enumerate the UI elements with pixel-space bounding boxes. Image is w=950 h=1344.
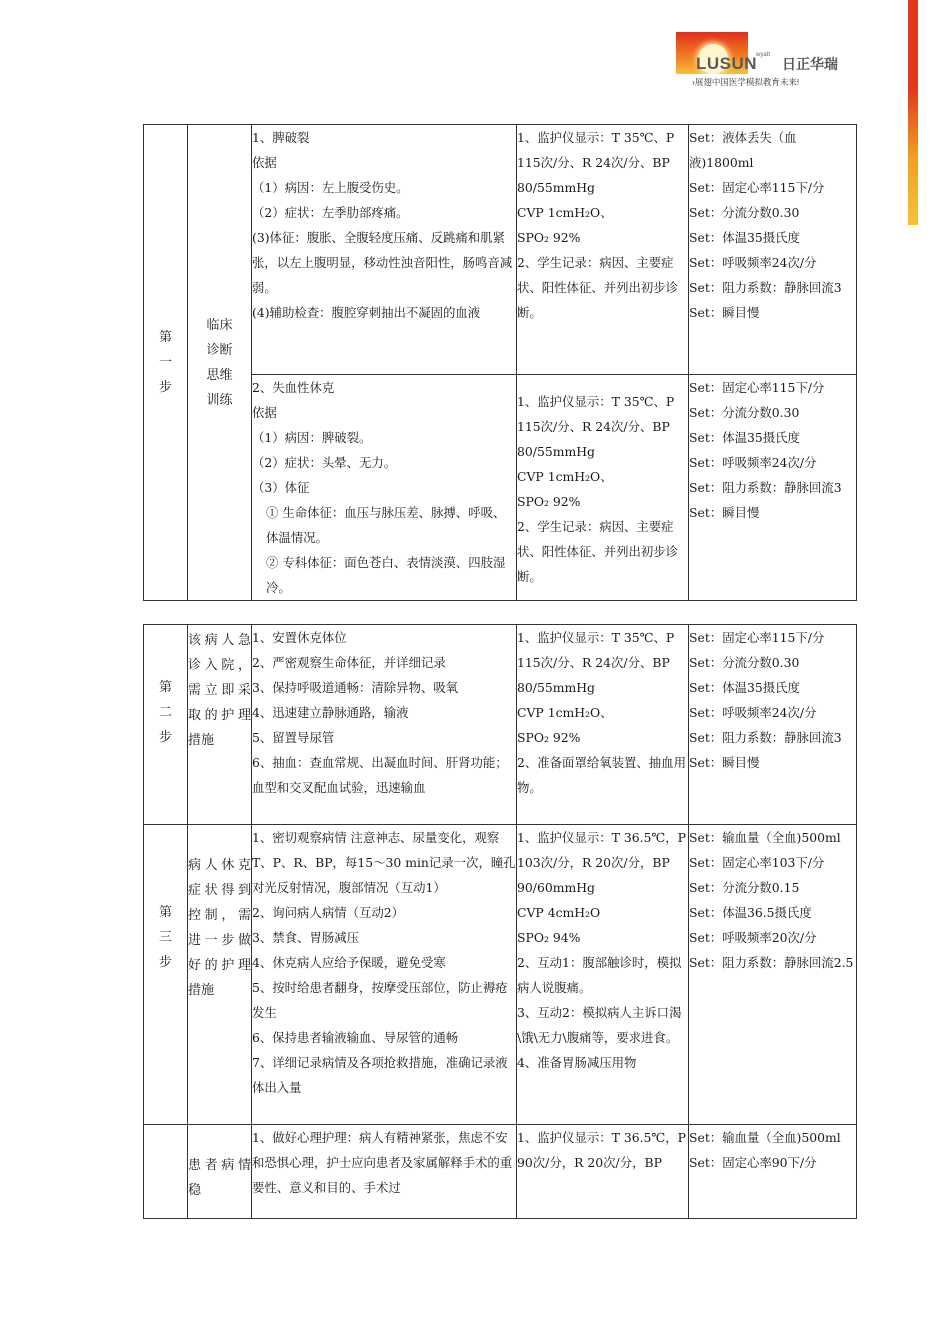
steps-table [143, 624, 857, 1219]
measures-cell: 1、做好心理护理：病人有精神紧张，焦虑不安和恐惧心理，护士应向患者及家属解释手术的重要性、意义和目的、手术过 [252, 1125, 517, 1219]
orange-side-bar [908, 0, 918, 225]
monitor-cell: 1、监护仪显示：T 35℃、P 115次/分、R 24次/分、BP 80/55mmHg CVP 1cmH₂O、 SPO₂ 92% 2、学生记录：病因、主要症状、阳性体征、并列出初步诊断。 [517, 125, 689, 375]
monitor-cell: 1、监护仪显示：T 36.5℃，P 103次/分，R 20次/分，BP 90/60mmHg CVP 4cmH₂O SPO₂ 94% 2、互动1：腹部触诊时，模拟病人说腹痛。 3、互动2：模拟病人主诉口渴\饿\无力\腹痛等，要求进食。 4、准备胃肠减压用物 [517, 825, 689, 1125]
settings-cell: Set：输血量（全血)500ml Set：固定心率103下/分 Set：分流分数0.15 Set：体温36.5摄氏度 Set：呼吸频率20次/分 Set：阻力系数：静脉回流2.5 [689, 825, 857, 1125]
step1-table [143, 124, 857, 601]
monitor-cell: 1、监护仪显示：T 35℃、P 115次/分、R 24次/分、BP 80/55mmHg CVP 1cmH₂O、 SPO₂ 92% 2、准备面罩给氧装置、抽血用物。 [517, 625, 689, 825]
table-row [144, 125, 857, 375]
settings-cell: Set：液体丢失（血液)1800ml Set：固定心率115下/分 Set：分流分数0.30 Set：体温35摄氏度 Set：呼吸频率24次/分 Set：阻力系数：静脉回流3 Set：瞬目慢 [689, 125, 857, 375]
settings-cell: Set：输血量（全血)500ml Set：固定心率90下/分 [689, 1125, 857, 1219]
arrow-icon: › [692, 77, 695, 87]
step-label-empty [144, 1125, 188, 1219]
step-label: 第 二 步 [144, 625, 188, 825]
step-label: 第 三 步 [144, 825, 188, 1125]
monitor-cell: 1、监护仪显示：T 35℃、P 115次/分、R 24次/分、BP 80/55mmHg CVP 1cmH₂O、 SPO₂ 92% 2、学生记录：病因、主要症状、阳性体征、并列出初步诊断。 [517, 375, 689, 601]
step-topic: 患者病情稳 [188, 1125, 252, 1219]
table-row [144, 825, 857, 1125]
step-topic: 临床 诊断 思维 训练 [188, 125, 252, 601]
logo-slogan: ›展翅中国医学模拟教育未来! [692, 77, 800, 87]
diagnosis-cell: 2、失血性休克 依据 （1）病因：脾破裂。 （2）症状：头晕、无力。 （3）体征 ① 生命体征：血压与脉压差、脉搏、呼吸、体温情况。 ② 专科体征：面色苍白、表情淡漠、四肢湿冷。 [252, 375, 517, 601]
settings-cell: Set：固定心率115下/分 Set：分流分数0.30 Set：体温35摄氏度 Set：呼吸频率24次/分 Set：阻力系数：静脉回流3 Set：瞬目慢 [689, 625, 857, 825]
measures-cell: 1、安置休克体位 2、严密观察生命体征，并详细记录 3、保持呼吸道通畅：清除异物、吸氧 4、迅速建立静脉通路，输液 5、留置导尿管 6、抽血：查血常规、出凝血时间、肝肾功能；血型和交叉配血试验，迅速输血 [252, 625, 517, 825]
step-label: 第 一 步 [144, 125, 188, 601]
step-topic: 病人休克症状得到控制，需进一步做好的护理措施 [188, 825, 252, 1125]
logo-superscript: wyatt [756, 52, 771, 58]
logo-text: LUSUN [696, 54, 758, 73]
diagnosis-cell: 1、脾破裂 依据 （1）病因：左上腹受伤史。 （2）症状：左季肋部疼痛。 (3)体征：腹胀、全腹轻度压痛、反跳痛和肌紧张，以左上腹明显，移动性浊音阳性，肠鸣音减弱。 (4)辅助检查：腹腔穿刺抽出不凝固的血液 [252, 125, 517, 375]
table-row [144, 625, 857, 825]
measures-cell: 1、密切观察病情 注意神志、尿量变化，观察T、P、R、BP，每15～30 min记录一次，瞳孔对光反射情况，腹部情况（互动1） 2、询问病人病情（互动2） 3、禁食、胃肠减压 4、休克病人应给予保暖，避免受寒 5、按时给患者翻身，按摩受压部位，防止褥疮发生 6、保持患者输液输血、导尿管的通畅 7、详细记录病情及各项抢救措施，准确记录液体出入量 [252, 825, 517, 1125]
monitor-cell: 1、监护仪显示：T 36.5℃，P 90次/分，R 20次/分，BP [517, 1125, 689, 1219]
settings-cell: Set：固定心率115下/分 Set：分流分数0.30 Set：体温35摄氏度 Set：呼吸频率24次/分 Set：阻力系数：静脉回流3 Set：瞬目慢 [689, 375, 857, 601]
logo-chinese-name: 日正华瑞 [782, 56, 838, 72]
lusun-logo [676, 32, 876, 92]
step-topic: 该病人急诊入院，需立即采取的护理措施 [188, 625, 252, 825]
table-row [144, 1125, 857, 1219]
